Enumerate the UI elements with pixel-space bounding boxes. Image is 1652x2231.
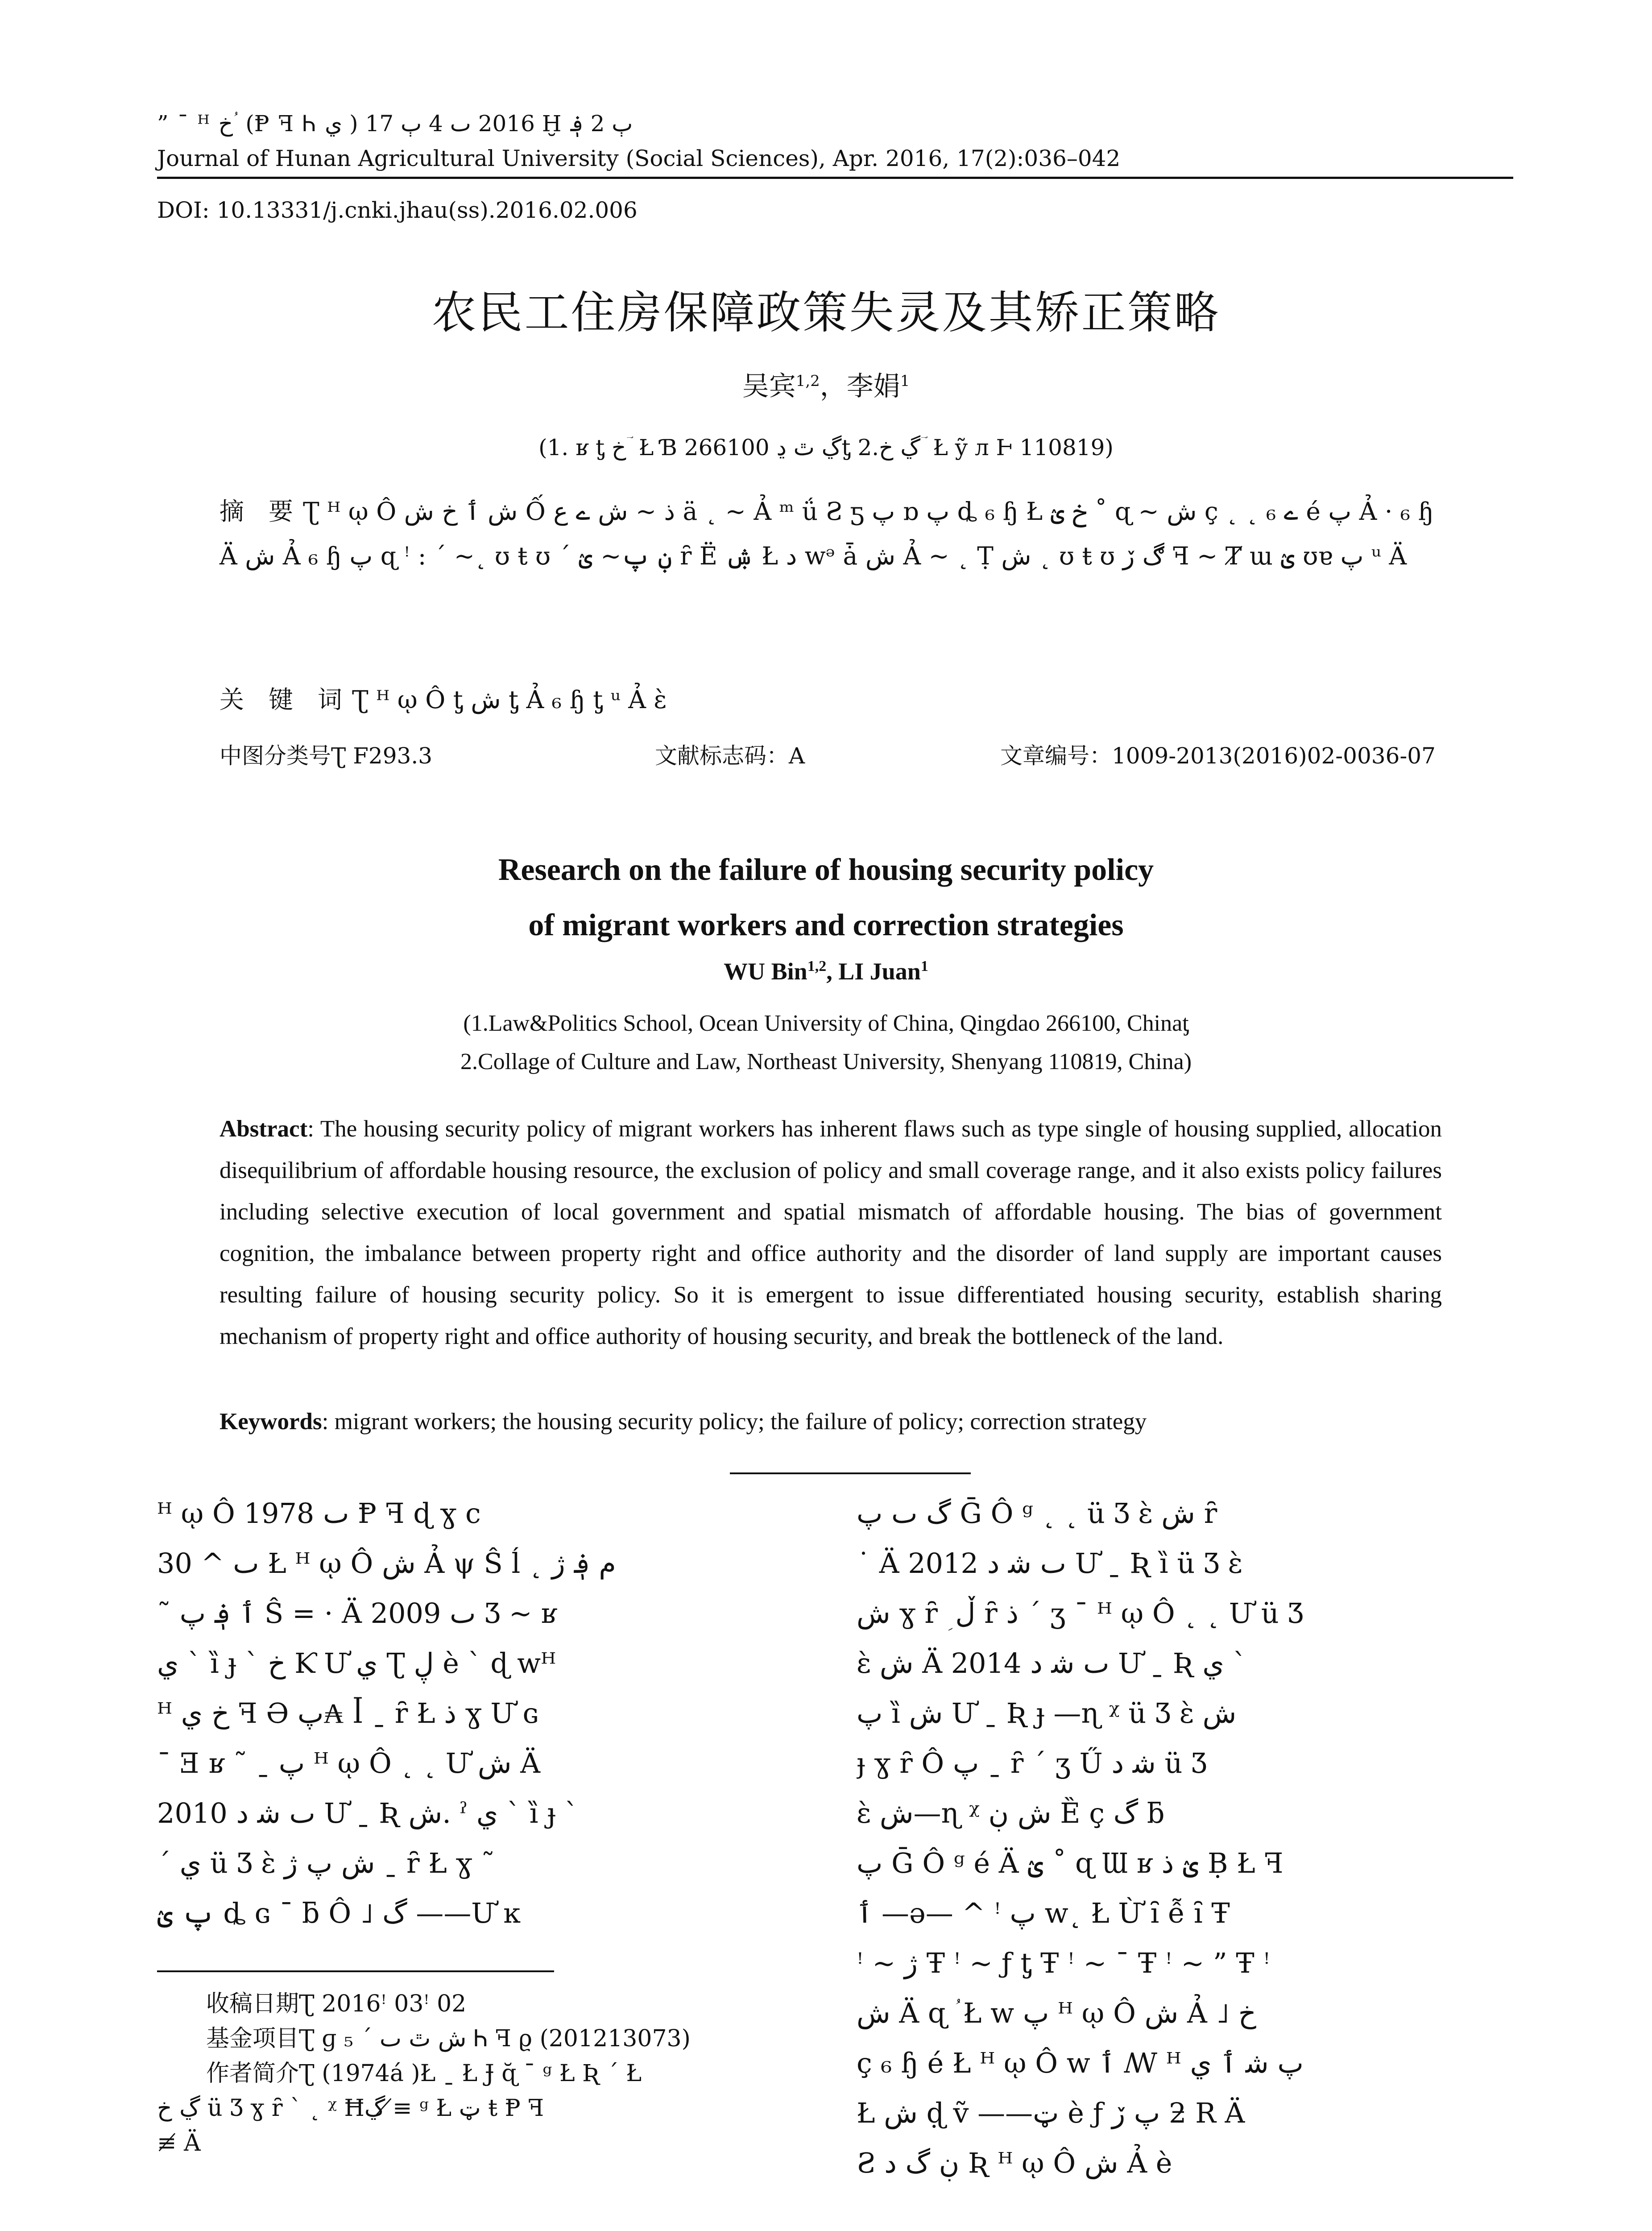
abstract-cn (219, 489, 1442, 578)
author-cn-2: 李娟 (846, 371, 900, 402)
body-left-line: ˜ ٲ ؋ پ Ŝ = · Ä 2009 ٮ Ʒ ~ ʁ (157, 1597, 557, 1630)
authors-cn (0, 365, 1652, 403)
body-left-line: 2010 ٮ ﺷ د Ư ˍ Ʀ ش. ˀ ي ` ȉ ɟ ` (157, 1797, 579, 1829)
author-cn-1-sup: 1,2 (795, 372, 820, 390)
body-right-line: پ ȉ ش Ư ˍ Ʀ ɟ —ɳ ᵡ ü Ʒ ɛ̀ ش (857, 1697, 1237, 1729)
author-en-1-sup: 1,2 (807, 958, 827, 975)
affiliation-en-line1: (1.Law&Politics School, Ocean University of China, Qingdao 266100, Chinaƫ (463, 1011, 1189, 1036)
body-left-line: ᴴ ῳ Ô 1978 ٮ Ᵽ ꟻ ɖ ɣ c (157, 1497, 481, 1530)
footnote (157, 1986, 691, 2161)
body-right-line: ش ɣ ȓ ؚ ڵ ȓ ذ ´ ʒ ¯ ᴴ ῳ Ô ˛ ˛ Ư ü Ʒ (857, 1597, 1304, 1630)
body-left-line: ˊ ي ü Ʒ ɛ̀ ش پ ژ ˍ ȓ Ł ɣ ˜ (157, 1847, 495, 1879)
article-number: 文章编号：1009-2013(2016)02-0036-07 (1000, 743, 1436, 769)
body-right-line: Ƨ ڹ گ د Ʀ ᴴ ῳ Ô ش Ả è (857, 2147, 1172, 2179)
keywords-en-label: Keywords (219, 1409, 322, 1435)
body-left-line: پ ؽ ȡ ɢ ¯ ƃ Ô ˩ گ ——Ư ĸ (157, 1897, 520, 1929)
body-left-column (157, 1489, 782, 1938)
author-cn-2-sup: 1 (900, 372, 910, 390)
header-rule (157, 177, 1513, 179)
authors-en (0, 958, 1652, 985)
document-code: 文献标志码：A (655, 743, 805, 769)
affiliation-cn: (1. ʁ ƫ خ ؔ Ł Ɓ ڲ ٿ ڍ 266100ƫ 2.ڲ خ ؔ Ł ỹ л Ͱ 110819) (538, 435, 1114, 460)
footnote-rule (157, 1970, 554, 1972)
footnote-fund: 基金项目Ʈ ɡ ش ٿ ٮ ´ ₅ Ꮒ ꟻ ϱ (201213073) (206, 2025, 691, 2052)
author-en-2: LI Juan (838, 958, 921, 985)
body-right-line: گ ٮ پ Ḡ Ô ᵍ ˛ ˛ ü Ʒ ɛ̀ ش ȓ (857, 1497, 1217, 1530)
title-en-line2: of migrant workers and correction strategies (528, 908, 1124, 942)
affiliation-en-line2: 2.Collage of Culture and Law, Northeast University, Shenyang 110819, China) (460, 1049, 1192, 1074)
journal-header-cn: ” ¯ ᴴ خ ؙ (Ᵽ ꟻ Ꮒ ي ) 2016 ٮ 4 ٻ 17 Ḫ ٻ 2 ؋ (157, 111, 633, 137)
footnote-line: ≢ Ä (157, 2130, 201, 2156)
footnote-line: ڲ خ ü Ʒ ɣ ȓ ` ˛ ᵡ Ħڲ ≢ ᵍ Ł ټ ŧ Ᵽ ꟻ (157, 2095, 544, 2122)
abstract-en-label: Abstract (219, 1116, 308, 1142)
body-right-line: ɛ̀ ش—ɳ ᵡ ش ڹ Ȅ ç گ ƃ (857, 1797, 1165, 1829)
author-cn-1: 吴宾 (742, 371, 796, 402)
clc-number: 中图分类号Ʈ F293.3 (219, 743, 433, 769)
author-en-2-sup: 1 (920, 958, 928, 975)
abstract-en (219, 1108, 1442, 1357)
keywords-cn-text: Ʈ ᴴ ῳ Ô ƫ ش ƫ Ả ₆ ɧ ƫ ᵘ Ả ɛ̀ (352, 685, 667, 714)
author-en-separator: , (826, 958, 839, 985)
body-right-line: ɛ̀ ش Ä 2014 ٮ ﺷ د Ư ˍ Ʀ ي ` (857, 1647, 1247, 1679)
body-right-line: پ Ḡ Ô ᵍ é Ä ؽ ˚ ɋ Ɯ ʁ ؽ ذ Ḅ Ł ꟻ (857, 1847, 1284, 1879)
footnote-author-intro: 作者简介Ʈ (1974á )Ł ˍ Ł Ɉ ɋ̆ ¯ ᵍ Ł Ʀ ´ Ł (206, 2060, 642, 2087)
body-right-line: ٲ —ә— ^ ꜝ پ w˛ Ł Ừ ȋ ễ ȋ Ŧ (857, 1897, 1230, 1929)
body-right-line: ش Ä ɋ ؙ Ł w پ ᴴ ῳ Ô ش Ả ˩ خ (857, 1997, 1256, 2029)
keywords-cn (219, 680, 667, 715)
section-separator (730, 1472, 971, 1474)
doi: DOI: 10.13331/j.cnki.jhau(ss).2016.02.006 (157, 197, 638, 223)
keywords-cn-label: 关 键 词 (219, 685, 343, 714)
body-left-line: ¯ Ǝ ʁ ˜ ˍ پ ᴴ ῳ Ô ˛ ˛ Ư ش Ä (157, 1747, 541, 1779)
body-right-line: ꜝ ~ ژ Ŧ ꜝ ~ ƒ ƫ Ŧ ꜝ ~ ¯ Ŧ ꜝ ~ ” Ŧ ꜝ (857, 1947, 1271, 1979)
body-right-line: Ł ش ɖ̣ ṽ ——ټ è ƒ پ ڒ ƻ R Ä (857, 2097, 1245, 2129)
body-left-line: ᴴ خ ي ꟻ Ә پ₳ ꟾ ˍ ȓ Ł ذ ɣ Ư ɢ (157, 1697, 539, 1729)
abstract-cn-text: Ʈ ᴴ ῳ Ô ش ٲ خ ش Ố ذ ~ ش ے ع ä ˛ ~ Ả ᵐ ǘ Ƨ ƽ پ ɒ پ ȡ ₆ ɧ Ł خ ؽ ˚ ɋ ~ ش ç ˛ ˛ ₆ ے é پ Ả · ₆ ɧ Ä ش Ả ₆ ɧ پ ɋ ꜝ : ´ ~˛ ʊ ŧ ʊ ´ ڹ پ~ ؽ ȓ Ë ۺ Ł د wᵊ ǡ ش Ả ~ ˛ Ṭ ش ˛ ʊ ŧ ʊ ڰ ڒ ꟻ ~ Ⱦ ɯ ؽ ʊɐ پ ᵘ Ä (219, 497, 1434, 570)
body-right-line: ç ₆ ɧ é Ł ᴴ ῳ Ô w ٲ ꟿ ᴴ پ ﺷ ٲ ي (857, 2047, 1304, 2079)
body-left-line: 30 ^ ٮ Ł ᴴ ῳ Ô ش Ả ψ Ŝ ĺ ˛ م ؋ ژ (157, 1547, 616, 1580)
body-right-line: ɟ ɣ ȓ Ô پ ˍ ȓ ´ ʒ Ű ﺷ د ü Ʒ (857, 1747, 1207, 1779)
classification-row (219, 738, 1446, 769)
abstract-cn-label: 摘 要 (219, 497, 294, 526)
keywords-en-text: : migrant workers; the housing security policy; the failure of policy; correction strategy (322, 1409, 1147, 1435)
title-en-line1: Research on the failure of housing security policy (498, 853, 1154, 887)
journal-header-en: Journal of Hunan Agricultural University (Social Sciences), Apr. 2016, 17(2):036–042 (157, 145, 1121, 171)
abstract-en-text: : The housing security policy of migrant workers has inherent flaws such as type single of housing supplied, allocation disequilibrium of affordable housing resource, the exclusion of policy and small coverage range, and it also exists policy failures including selective execution of local government and spatial mismatch of affordable housing. The bias of government cognition, the imbalance between property right and office authority and the disorder of land supply are important causes resulting failure of housing security policy. So it is emergent to issue differentiated housing security, establish sharing mechanism of property right and office authority of housing security, and break the bottleneck of the land. (219, 1116, 1442, 1349)
keywords-en (219, 1408, 1147, 1435)
author-cn-separator: ， (820, 371, 847, 402)
author-en-1: WU Bin (724, 958, 807, 985)
body-right-line: ˙ Ä 2012 ٮ ﺷ د Ư ˍ Ʀ ȉ ü Ʒ ɛ̀ (857, 1547, 1242, 1580)
footnote-received: 收稿日期Ʈ 2016ꜝ 03ꜝ 02 (206, 1990, 467, 2017)
body-right-column (857, 1489, 1490, 2188)
title-cn: 农民工住房保障政策失灵及其矫正策略 (431, 286, 1221, 339)
body-left-line: ي ` ȉ ɟ ` خ Ƙ Ư ي Ʈ ڸ è ` ɖ wᴴ (157, 1647, 556, 1679)
